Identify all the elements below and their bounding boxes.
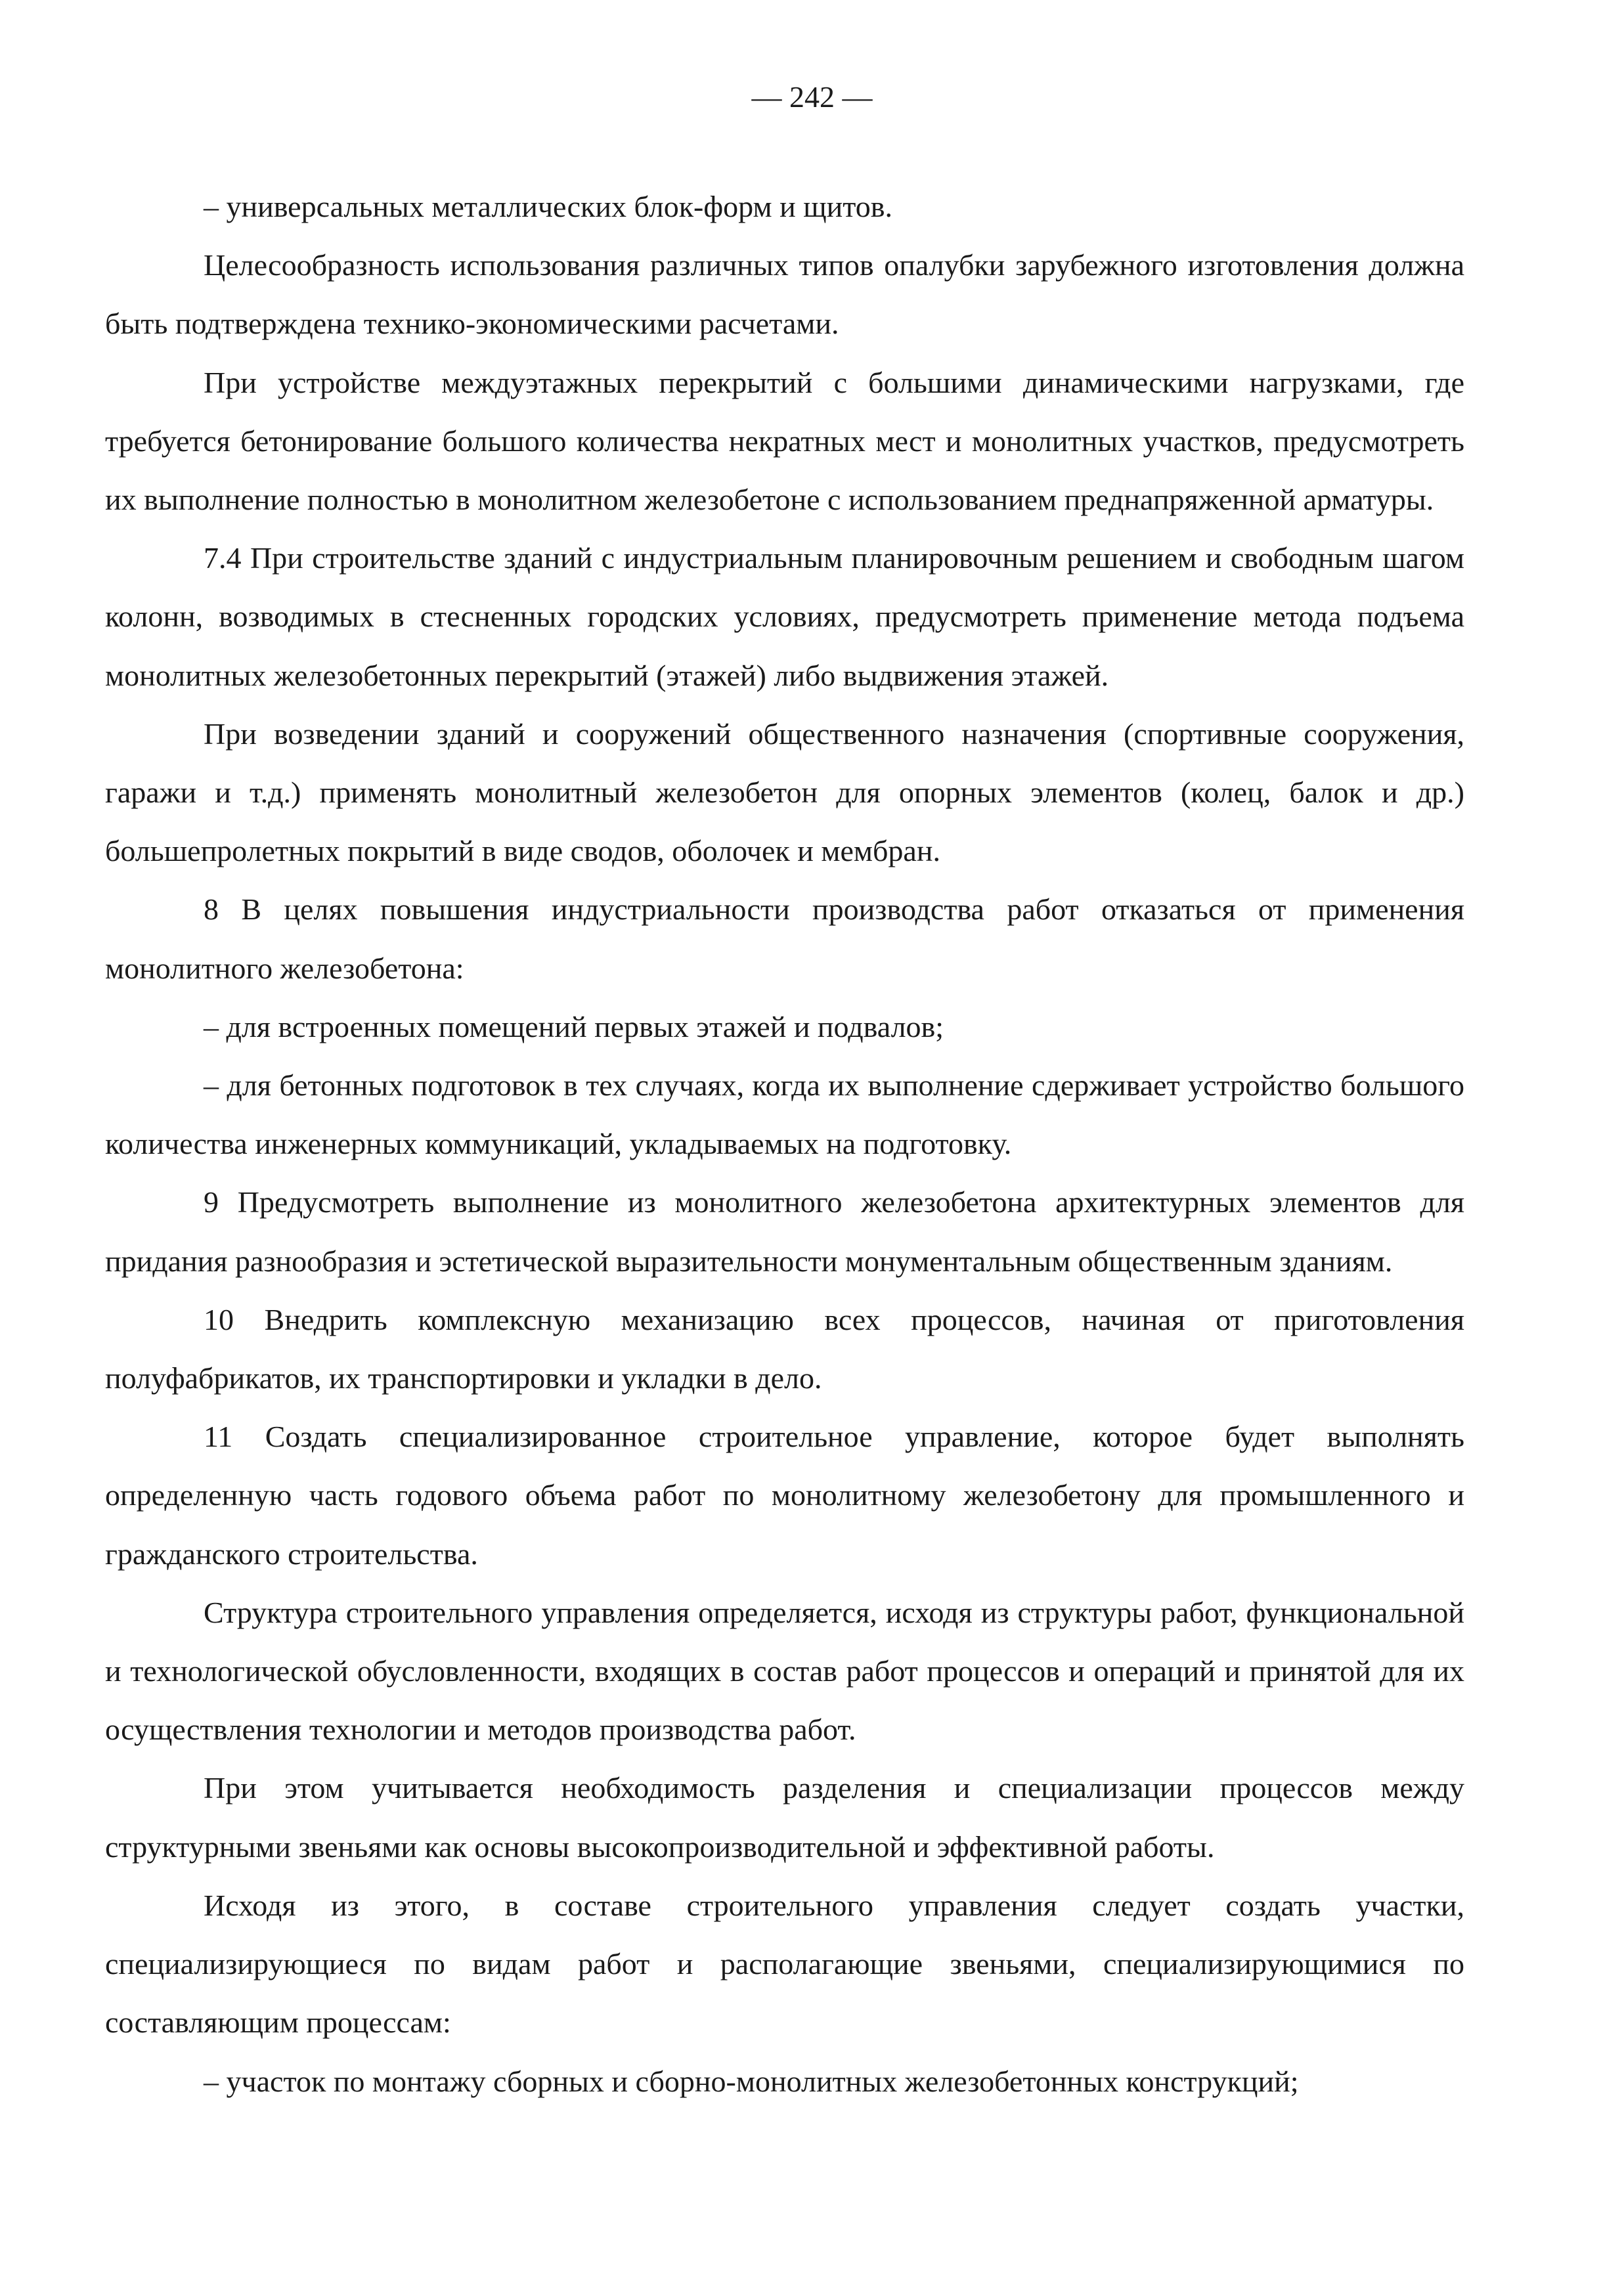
paragraph: При этом учитывается необходимость разделения и специализации процессов между структурными звеньями как основы высокопроизводительной и эффективной работы.	[105, 1771, 1464, 1864]
paragraph: 9 Предусмотреть выполнение из монолитного железобетона архитектурных элементов для придания разнообразия и эстетической выразительности монументальным общественным зданиям.	[105, 1185, 1464, 1278]
paragraph: При возведении зданий и сооружений общественного назначения (спортивные сооружения, гаражи и т.д.) применять монолитный железобетон для опорных элементов (колец, балок и др.) большепролетных покрытий в виде сводов, оболочек и мембран.	[105, 716, 1464, 868]
paragraph: 7.4 При строительстве зданий с индустриальным планировочным решением и свободным шагом колонн, возводимых в стесненных городских условиях, предусмотреть применение метода подъема монолитных железобетонных перекрытий (этажей) либо выдвижения этажей.	[105, 541, 1464, 692]
page-number: — 242 —	[751, 80, 873, 114]
paragraph: 8 В целях повышения индустриальности производства работ отказаться от применения монолитного железобетона:	[105, 892, 1464, 985]
paragraph: Целесообразность использования различных типов опалубки зарубежного изготовления должна быть подтверждена технико-экономическими расчетами.	[105, 248, 1464, 341]
paragraph: Исходя из этого, в составе строительного управления следует создать участки, специализирующиеся по видам работ и располагающие звеньями, специализирующимися по составляющим процессам:	[105, 1888, 1464, 2040]
paragraph: – для встроенных помещений первых этажей и подвалов;	[204, 1009, 944, 1043]
paragraph: – для бетонных подготовок в тех случаях, когда их выполнение сдерживает устройство большого количества инженерных коммуникаций, укладываемых на подготовку.	[105, 1068, 1464, 1161]
paragraph: 11 Создать специализированное строительное управление, которое будет выполнять определенную часть годового объема работ по монолитному железобетону для промышленного и гражданского строительства.	[105, 1420, 1464, 1571]
paragraph: – универсальных металлических блок-форм и щитов.	[204, 190, 892, 223]
paragraph: – участок по монтажу сборных и сборно-монолитных железобетонных конструкций;	[204, 2064, 1299, 2098]
paragraph: 10 Внедрить комплексную механизацию всех процессов, начиная от приготовления полуфабрикатов, их транспортировки и укладки в дело.	[105, 1302, 1464, 1395]
paragraph: Структура строительного управления определяется, исходя из структуры работ, функциональной и технологической обусловленности, входящих в состав работ процессов и операций и принятой для их осуществления технологии и методов производства работ.	[105, 1595, 1464, 1747]
paragraph: При устройстве междуэтажных перекрытий с большими динамическими нагрузками, где требуется бетонирование большого количества некратных мест и монолитных участков, предусмотреть их выполнение полностью в монолитном железобетоне с использованием преднапряженной арматуры.	[105, 365, 1464, 517]
document-body	[105, 177, 1464, 2111]
